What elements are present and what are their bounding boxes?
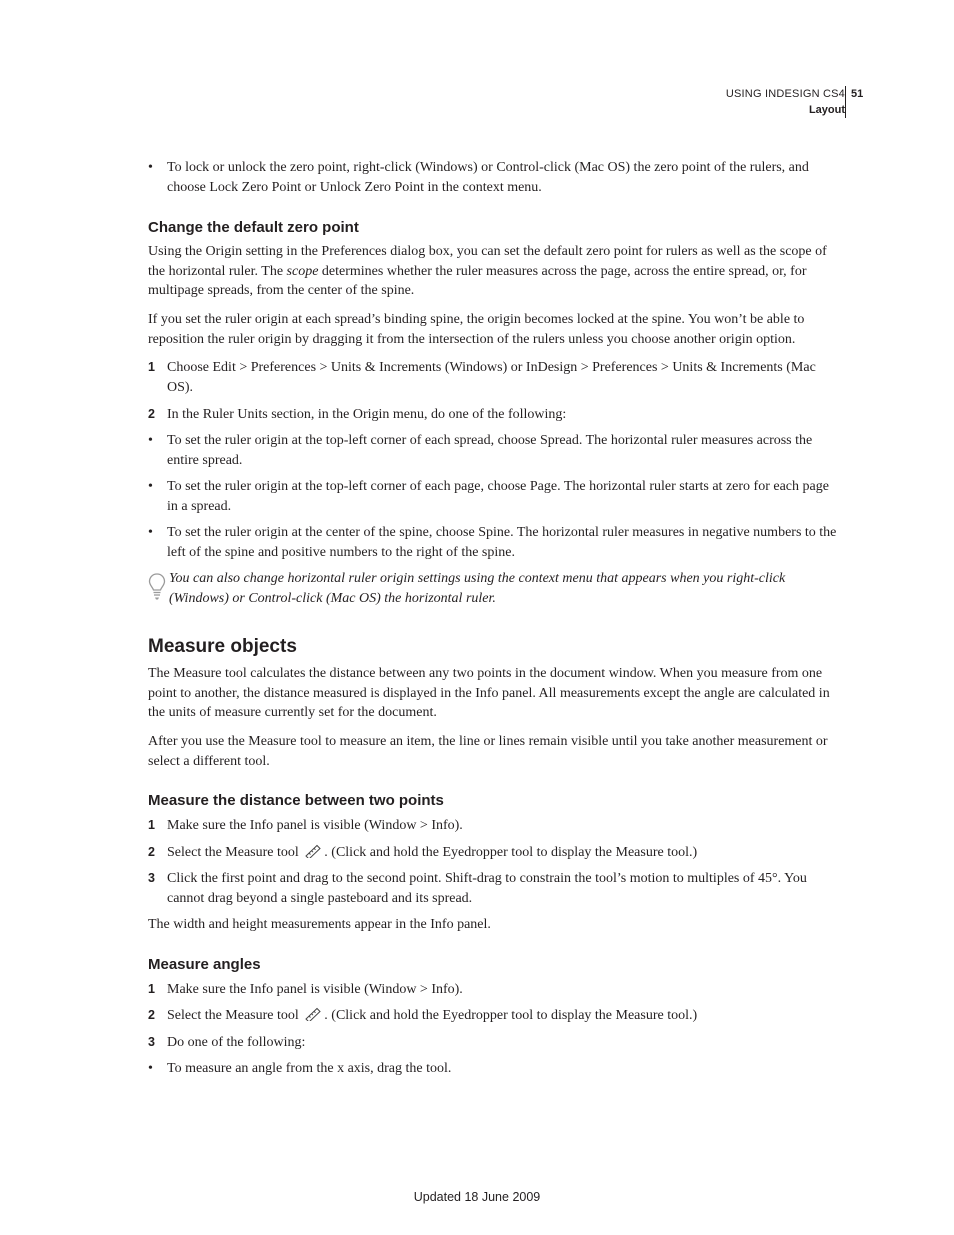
list-item-text: To measure an angle from the x axis, drag the tool. (167, 1061, 452, 1076)
step-text-part: Select the Measure tool (167, 845, 303, 860)
bullet-marker: • (148, 525, 153, 540)
paragraph (148, 915, 838, 935)
step-text-part: Select the Measure tool (167, 1008, 303, 1023)
paragraph-text: The width and height measurements appear in the Info panel. (148, 917, 491, 932)
step-text: In the Ruler Units section, in the Origin menu, do one of the following: (167, 407, 567, 422)
step-item (148, 1033, 838, 1053)
list-item-text: To set the ruler origin at the center of the spine, choose Spine. The horizontal ruler measures in negative numbers to the left of the spine and positive numbers to the right of the spine. (167, 525, 837, 560)
step-number: 3 (148, 1035, 155, 1049)
step-item (148, 843, 838, 863)
paragraph (148, 242, 838, 301)
step-number: 1 (148, 982, 155, 996)
section-heading: Change the default zero point (148, 219, 359, 236)
step-text-part: . (Click and hold the Eyedropper tool to display the Measure tool.) (324, 845, 698, 860)
tip-note (148, 569, 838, 608)
list-item (148, 431, 838, 470)
step-number: 2 (148, 845, 155, 859)
step-item (148, 405, 838, 425)
bullet-marker: • (148, 160, 153, 175)
bullet-marker: • (148, 433, 153, 448)
step-text: Do one of the following: (167, 1035, 306, 1050)
step-text (167, 1006, 838, 1026)
list-item (148, 158, 838, 197)
step-number: 2 (148, 1008, 155, 1022)
paragraph-text: The Measure tool calculates the distance between any two points in the document window. When you measure from one point to another, the distance measured is displayed in the Info panel. All measurements except the angle are calculated in the units of measure currently set for the document. (148, 666, 830, 721)
running-header (726, 86, 845, 118)
list-item (148, 523, 838, 562)
paragraph-text: determines whether the ruler measures across the page, across the entire spread, or, for multipage spreads, from the center of the spine. (148, 263, 807, 299)
measure-tool-icon (304, 844, 322, 858)
emphasis-text: scope (286, 263, 319, 279)
list-item (148, 477, 838, 516)
paragraph-text: After you use the Measure tool to measure an item, the line or lines remain visible until you take another measurement or select a different tool. (148, 734, 828, 769)
paragraph (148, 310, 838, 349)
page-number: 51 (851, 88, 864, 100)
step-text: Make sure the Info panel is visible (Window > Info). (167, 982, 463, 997)
step-number: 3 (148, 871, 155, 885)
header-section: Layout (808, 104, 845, 116)
step-item (148, 980, 838, 1000)
step-number: 2 (148, 407, 155, 421)
step-number: 1 (148, 360, 155, 374)
paragraph (148, 732, 838, 771)
paragraph (148, 664, 838, 723)
tip-text: You can also change horizontal ruler origin settings using the context menu that appears when you right-click (Windows) or Control-click (Mac OS) the horizontal ruler. (169, 571, 786, 606)
header-divider (845, 86, 846, 118)
lightbulb-icon (148, 572, 166, 602)
step-text-part: . (Click and hold the Eyedropper tool to display the Measure tool.) (324, 1008, 698, 1023)
step-item (148, 358, 838, 397)
section-heading: Measure objects (148, 636, 297, 657)
measure-tool-icon (304, 1007, 322, 1021)
section-heading: Measure the distance between two points (148, 792, 444, 809)
step-item (148, 869, 838, 908)
paragraph-text: Using the Origin setting in the Preferences dialog box, you can set the default zero point for rulers as well as the scope of the horizontal ruler. The (148, 244, 827, 279)
list-item-text: To lock or unlock the zero point, right-click (Windows) or Control-click (Mac OS) the zero point of the rulers, and choose Lock Zero Point or Unlock Zero Point in the context menu. (167, 160, 809, 195)
list-item (148, 1059, 838, 1079)
list-item-text: To set the ruler origin at the top-left corner of each page, choose Page. The horizontal ruler starts at zero for each page in a spread. (167, 479, 829, 514)
step-text: Make sure the Info panel is visible (Window > Info). (167, 818, 463, 833)
step-item (148, 816, 838, 836)
section-heading: Measure angles (148, 956, 261, 973)
step-text: Choose Edit > Preferences > Units & Increments (Windows) or InDesign > Preferences > Units & Increments (Mac OS). (167, 360, 816, 395)
step-number: 1 (148, 818, 155, 832)
step-text (167, 843, 838, 863)
bullet-marker: • (148, 1061, 153, 1076)
page-footer: Updated 18 June 2009 (413, 1190, 541, 1204)
header-title: USING INDESIGN CS4 (725, 88, 845, 100)
step-text: Click the first point and drag to the second point. Shift-drag to constrain the tool’s motion to multiples of 45°. You cannot drag beyond a single pasteboard and its spread. (167, 871, 807, 906)
bullet-marker: • (148, 479, 153, 494)
paragraph-text: If you set the ruler origin at each spread’s binding spine, the origin becomes locked at the spine. You won’t be able to reposition the ruler origin by dragging it from the intersection of the rulers unless you choose another origin option. (148, 312, 805, 347)
step-item (148, 1006, 838, 1026)
list-item-text: To set the ruler origin at the top-left corner of each spread, choose Spread. The horizontal ruler measures across the entire spread. (167, 433, 813, 468)
